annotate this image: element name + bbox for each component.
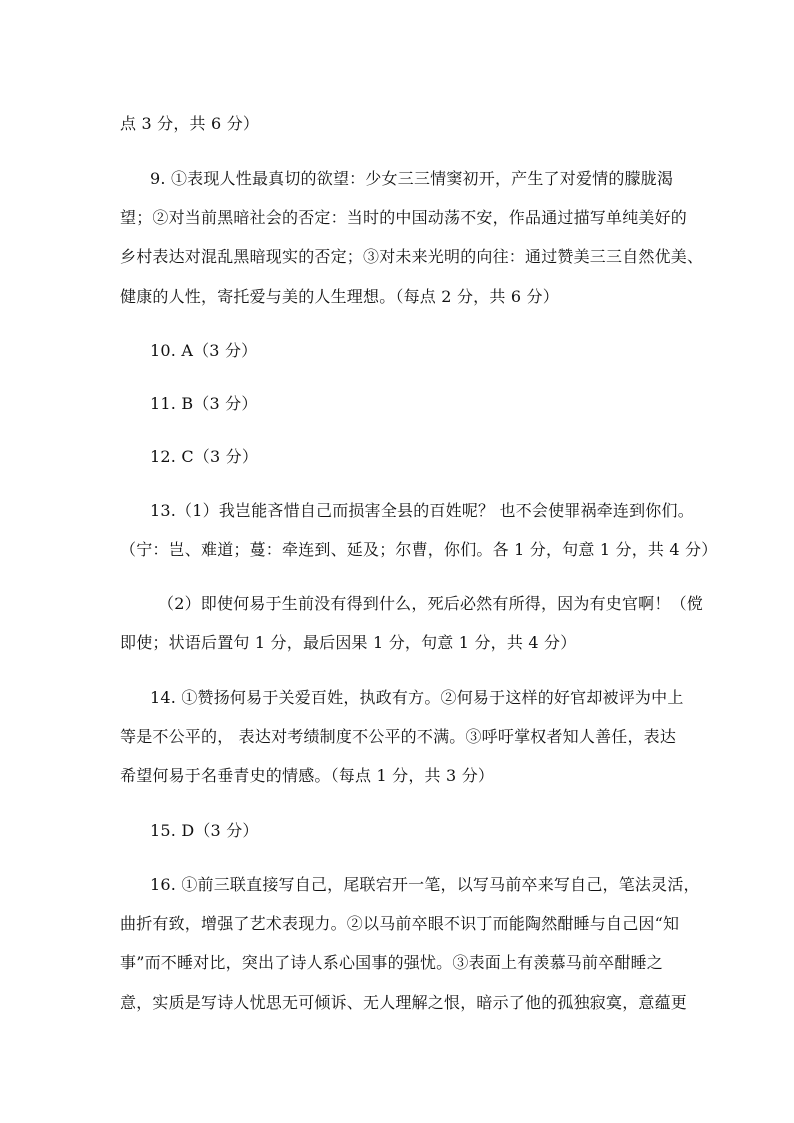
answer-line-score-note: 点 3 分，共 6 分） — [120, 114, 260, 133]
answer-9-line-2: 望；②对当前黑暗社会的否定：当时的中国动荡不安，作品通过描写单纯美好的 — [120, 208, 688, 227]
answer-11: 11. B（3 分） — [150, 394, 258, 413]
answer-9-line-1: 9. ①表现人性最真切的欲望：少女三三情窦初开，产生了对爱情的朦胧渴 — [150, 169, 674, 188]
answer-14-line-2: 等是不公平的， 表达对考绩制度不公平的不满。③呼吁掌权者知人善任，表达 — [120, 727, 677, 746]
answer-9-line-3: 乡村表达对混乱黑暗现实的否定；③对未来光明的向往：通过赞美三三自然优美、 — [120, 247, 704, 266]
answer-13-1-line-1: 13.（1）我岂能吝惜自己而损害全县的百姓呢？ 也不会使罪祸牵连到你们。 — [150, 501, 694, 520]
answer-10: 10. A（3 分） — [150, 341, 258, 360]
answer-13-2-line-2: 即使；状语后置句 1 分，最后因果 1 分，句意 1 分，共 4 分） — [120, 633, 577, 652]
answer-15: 15. D（3 分） — [150, 821, 259, 840]
answer-13-2-line-1: （2）即使何易于生前没有得到什么，死后必然有所得，因为有史官啊！（傥 — [158, 594, 703, 613]
answer-14-line-1: 14. ①赞扬何易于关爱百姓，执政有方。②何易于这样的好官却被评为中上 — [150, 688, 684, 707]
answer-13-1-line-2: （宁：岂、难道；蔓：牵连到、延及；尔曹，你们。各 1 分，句意 1 分，共 4 分） — [120, 540, 718, 559]
answer-9-line-4: 健康的人性，寄托爱与美的人生理想。（每点 2 分，共 6 分） — [120, 287, 559, 306]
answer-16-line-4: 意，实质是写诗人忧思无可倾诉、无人理解之恨，暗示了他的孤独寂寞，意蕴更 — [120, 993, 688, 1012]
answer-16-line-3: 事”而不睡对比，突出了诗人系心国事的强忧。③表面上有羡慕马前卒酣睡之 — [120, 953, 663, 972]
answer-16-line-2: 曲折有致，增强了艺术表现力。②以马前卒眼不识丁而能陶然酣睡与自己因“知 — [120, 914, 680, 933]
answer-14-line-3: 希望何易于名垂青史的情感。（每点 1 分，共 3 分） — [120, 766, 495, 785]
answer-12: 12. C（3 分） — [150, 447, 259, 466]
answer-16-line-1: 16. ①前三联直接写自己，尾联宕开一笔，以写马前卒来写自己，笔法灵活， — [150, 875, 700, 894]
